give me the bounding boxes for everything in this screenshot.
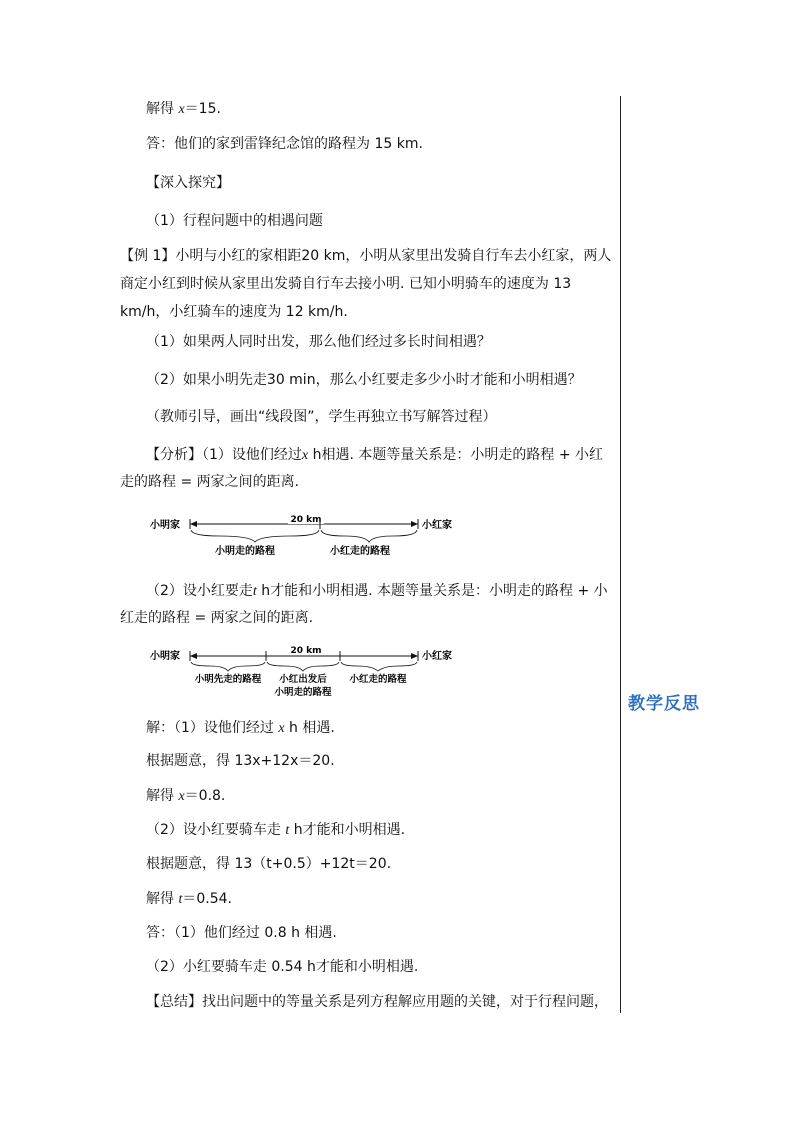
solution-1: 解：（1）设他们经过 x h 相遇. [146, 720, 335, 736]
analysis-1: 【分析】（1）设他们经过x h相遇. 本题等量关系是：小明走的路程 + 小红走的路程 = 两家之间的距离. [120, 447, 603, 490]
analysis-2: （2）设小红要走t h才能和小明相遇. 本题等量关系是：小明走的路程 + 小红走的路程 = 两家之间的距离. [120, 583, 608, 626]
solution-2: （2）设小红要骑车走 t h才能和小明相遇. [146, 822, 406, 838]
line-answer-15km: 答：他们的家到雷锋纪念馆的路程为 15 km. [146, 136, 423, 152]
example-1-text: 【例 1】小明与小红的家相距20 km，小明从家里出发骑自行车去小红家，两人商定小红到时候从家里出发骑自行车去接小明. 已知小明骑车的速度为 13 km/h，小红骑车的速度为 12 km/h. [120, 248, 612, 320]
d1-right-arrow [411, 521, 418, 527]
d1-brace-b [321, 530, 417, 542]
d2-right-arrow [411, 653, 418, 659]
line-solution-x15: 解得 x＝15. [146, 101, 221, 117]
heading-deep-explore: 【深入探究】 [146, 175, 230, 191]
d2-left-arrow [190, 653, 197, 659]
d1-seg-a-label: 小明走的路程 [215, 546, 275, 557]
line-segment-diagram-2 [150, 642, 470, 702]
question-2: （2）如果小明先走30 min，那么小红要走多少小时才能和小明相遇？ [146, 372, 582, 388]
d2-left-label: 小明家 [150, 651, 180, 662]
solution-result-1: 解得 x＝0.8. [146, 788, 226, 804]
d1-left-arrow [190, 521, 197, 527]
d1-right-label: 小红家 [422, 520, 452, 531]
d2-seg-a-label: 小明先走的路程 [194, 674, 262, 685]
d2-right-label: 小红家 [422, 651, 452, 662]
d1-left-label: 小明家 [150, 520, 180, 531]
summary-text: 【总结】找出问题中的等量关系是列方程解应用题的关键，对于行程问题， [146, 994, 608, 1010]
solution-equation-1: 根据题意，得 13x+12x＝20. [146, 753, 335, 769]
heading-meeting-problem: （1）行程问题中的相遇问题 [146, 213, 323, 229]
teaching-reflection-label: 教学反思 [628, 694, 700, 714]
d2-brace-a [191, 662, 265, 671]
line-segment-diagram-1 [150, 508, 470, 560]
d1-seg-b-label: 小红走的路程 [330, 546, 390, 557]
d1-distance-label: 20 km [290, 515, 322, 525]
solution-equation-2: 根据题意，得 13（t+0.5）+12t＝20. [146, 856, 392, 872]
question-1: （1）如果两人同时出发，那么他们经过多长时间相遇？ [146, 334, 491, 350]
d2-seg-b-label-2: 小明走的路程 [274, 687, 332, 698]
d2-seg-c-label: 小红走的路程 [349, 674, 407, 685]
d2-brace-c [341, 662, 417, 671]
solution-result-2: 解得 t＝0.54. [146, 891, 232, 907]
right-border-line [620, 96, 621, 1013]
d2-seg-b-label-1: 小红出发后 [279, 674, 327, 685]
d2-brace-b [267, 662, 339, 671]
teacher-guide-note: （教师引导，画出“线段图”，学生再独立书写解答过程） [146, 409, 497, 425]
d1-brace-a [191, 530, 319, 542]
answer-2: （2）小红要骑车走 0.54 h才能和小明相遇. [146, 959, 419, 975]
answer-1: 答：（1）他们经过 0.8 h 相遇. [146, 925, 337, 941]
d2-distance-label: 20 km [290, 646, 322, 656]
